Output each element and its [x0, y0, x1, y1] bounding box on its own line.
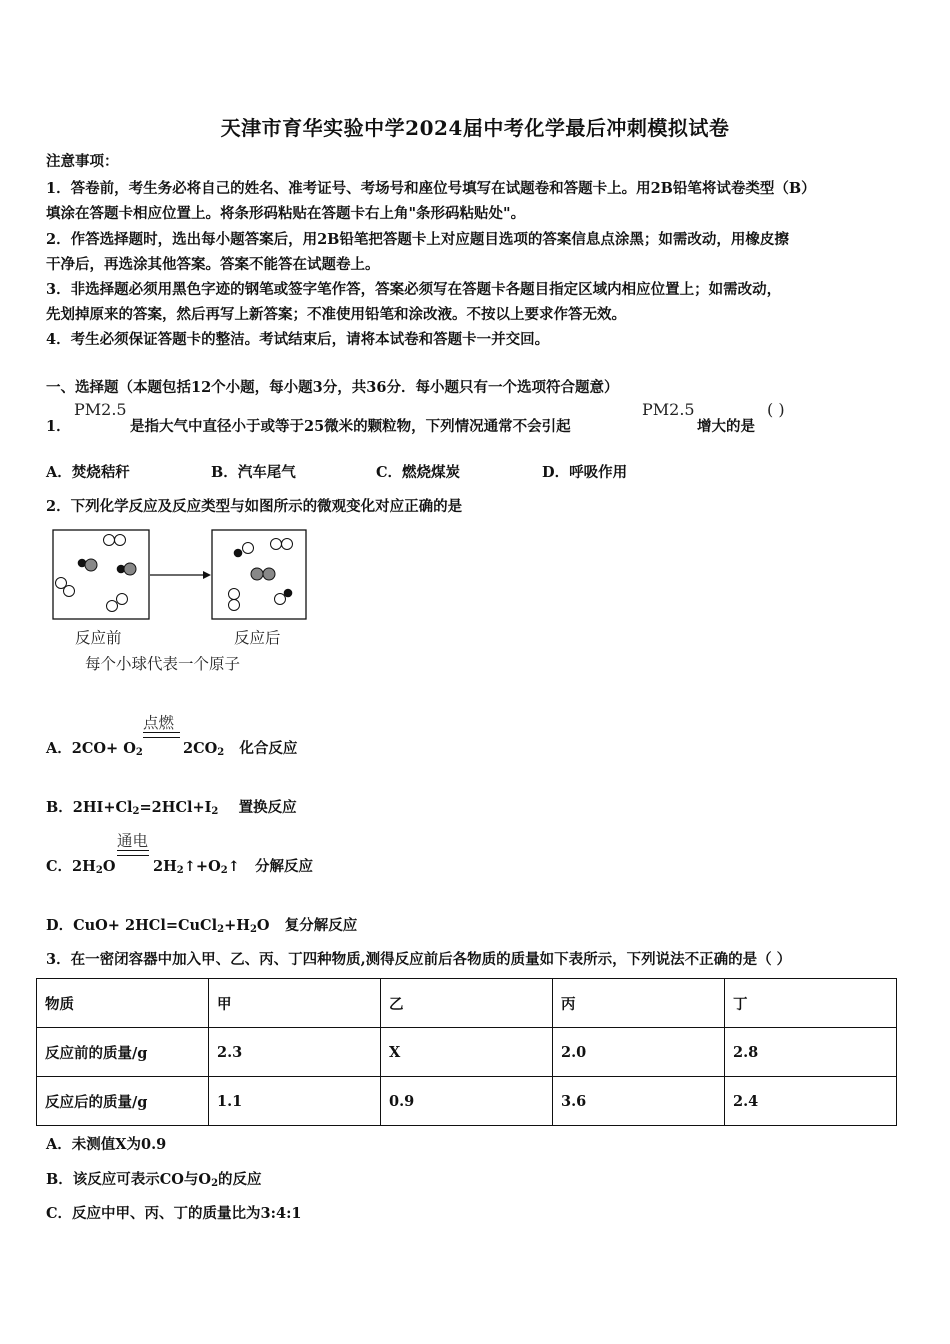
table-cell: 丁	[725, 979, 897, 1028]
q1-number: 1．	[46, 418, 71, 435]
table-cell: 2.8	[725, 1028, 897, 1077]
q1-option-c: C．燃烧煤炭	[376, 464, 461, 481]
table-cell: 物质	[37, 979, 209, 1028]
mass-table	[36, 978, 897, 1126]
arrow-head	[203, 571, 211, 579]
table-cell: 甲	[209, 979, 381, 1028]
table-cell: X	[381, 1028, 553, 1077]
table-cell: 2.0	[553, 1028, 725, 1077]
diagram-caption: 每个小球代表一个原子	[85, 655, 241, 673]
molecules-after	[229, 539, 293, 611]
q1-option-a: A．焚烧秸秆	[46, 464, 130, 481]
q2-stem: 2．下列化学反应及反应类型与如图所示的微观变化对应正确的是	[46, 498, 463, 515]
note-1-line-2: 填涂在答题卡相应位置上。将条形码粘贴在答题卡右上角"条形码粘贴处"。	[46, 205, 526, 222]
table-cell: 丙	[553, 979, 725, 1028]
diagram-label-after: 反应后	[234, 629, 281, 647]
before-box	[53, 530, 149, 619]
q3-option-b: B．该反应可表示CO与$O_2$的反应	[46, 1171, 262, 1189]
note-2-line-2: 干净后，再选涂其他答案。答案不能答在试题卷上。	[46, 256, 380, 273]
q2-option-c: C．$2H_2O$	[46, 858, 116, 876]
table-cell: 反应后的质量/g	[37, 1077, 209, 1126]
table-cell: 乙	[381, 979, 553, 1028]
q3-option-a: A．未测值X为0.9	[46, 1136, 167, 1153]
q2-option-a-rest: $2CO_2$ 化合反应	[183, 740, 298, 758]
section-heading: 一、选择题（本题包括12个小题，每小题3分，共36分．每小题只有一个选项符合题意）	[46, 379, 619, 396]
q1-option-b: B．汽车尾气	[211, 464, 296, 481]
reaction-diagram	[50, 526, 310, 626]
table-cell: 2.4	[725, 1077, 897, 1126]
q1-pm25-b: PM2.5	[642, 400, 695, 419]
optA-equals	[143, 732, 180, 738]
notes-heading: 注意事项：	[46, 153, 119, 170]
q3-stem: 3．在一密闭容器中加入甲、乙、丙、丁四种物质,测得反应前后各物质的质量如下表所示，下列说法不正确的是（ ）	[46, 951, 792, 968]
table-header-row	[37, 979, 897, 1028]
q1-option-d: D．呼吸作用	[542, 464, 628, 481]
table-cell: 1.1	[209, 1077, 381, 1126]
optA-condition: 点燃	[143, 714, 175, 732]
q1-text-end: 增大的是	[697, 418, 755, 435]
q2-option-d: D．$CuO+ 2HCl=CuCl_2+H_2O$ 复分解反应	[46, 917, 358, 935]
table-cell: 反应前的质量/g	[37, 1028, 209, 1077]
note-2-line-1: 2．作答选择题时，选出每小题答案后，用2B铅笔把答题卡上对应题目选项的答案信息点涂黑；如需改动，用橡皮擦	[46, 231, 789, 248]
q2-option-c-rest: $2H_2↑+O_2↑$ 分解反应	[153, 858, 313, 876]
table-cell: 3.6	[553, 1077, 725, 1126]
molecules-before	[56, 535, 137, 612]
note-1-line-1: 1．答卷前，考生务必将自己的姓名、准考证号、考场号和座位号填写在试题卷和答题卡上。用2B铅笔将试卷类型（B）	[46, 180, 816, 197]
diagram-label-before: 反应前	[75, 629, 122, 647]
q1-pm25-a: PM2.5	[74, 400, 127, 419]
q1-answer-paren: ( )	[767, 400, 785, 419]
page-title: 天津市育华实验中学2024届中考化学最后冲刺模拟试卷	[220, 116, 730, 140]
note-4: 4．考生必须保证答题卡的整洁。考试结束后，请将本试卷和答题卡一并交回。	[46, 331, 550, 348]
table-row	[37, 1077, 897, 1126]
optC-equals	[117, 850, 149, 856]
q1-text-mid: 是指大气中直径小于或等于25微米的颗粒物，下列情况通常不会引起	[130, 418, 571, 435]
optC-condition: 通电	[117, 832, 149, 850]
note-3-line-1: 3．非选择题必须用黑色字迹的钢笔或签字笔作答，答案必须写在答题卡各题目指定区域内相应位置上；如需改动，	[46, 281, 782, 298]
q2-option-a: A．$2CO+ O_2$	[46, 740, 143, 758]
q3-option-c: C．反应中甲、丙、丁的质量比为3:4:1	[46, 1205, 302, 1222]
q2-option-b: B．$2HI+Cl_2=2HCl+I_2$ 置换反应	[46, 799, 297, 817]
table-row	[37, 1028, 897, 1077]
note-3-line-2: 先划掉原来的答案，然后再写上新答案；不准使用铅笔和涂改液。不按以上要求作答无效。	[46, 306, 626, 323]
table-cell: 0.9	[381, 1077, 553, 1126]
table-cell: 2.3	[209, 1028, 381, 1077]
